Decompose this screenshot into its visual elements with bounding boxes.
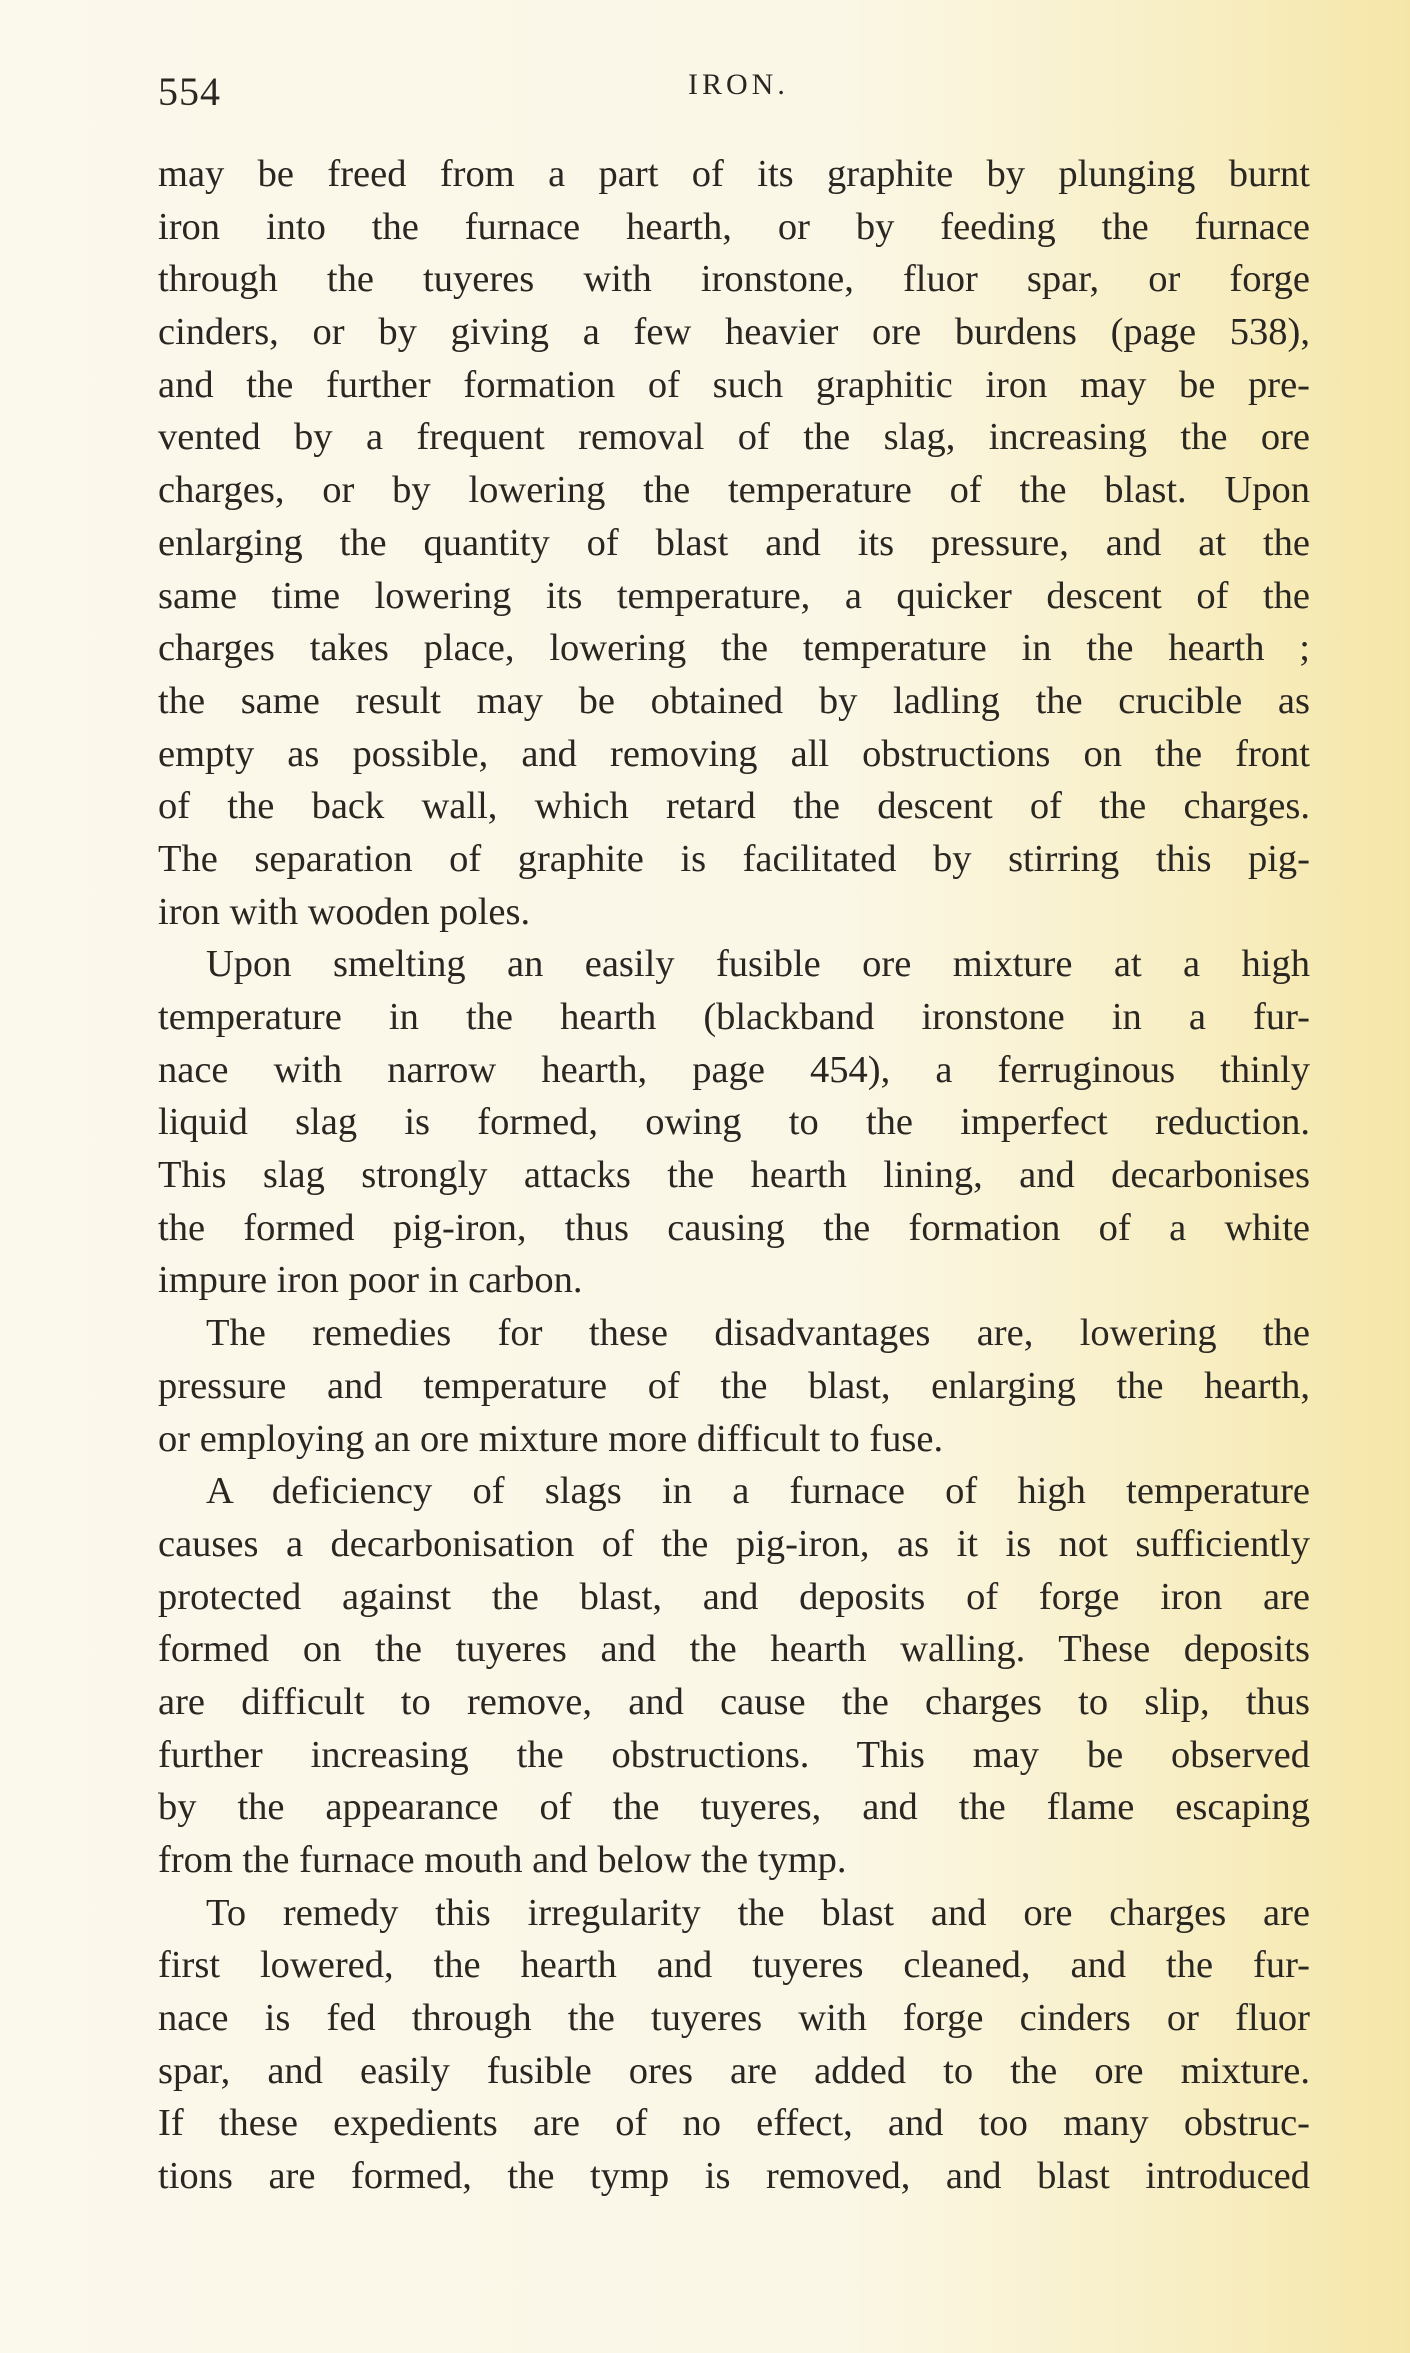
text-line: the same result may be obtained by ladling the crucible as	[158, 679, 1310, 722]
running-head	[158, 62, 1310, 122]
text-line: The remedies for these disadvantages are, lowering the	[206, 1312, 1310, 1355]
text-line: empty as possible, and removing all obstructions on the front	[158, 732, 1310, 775]
text-line: from the furnace mouth and below the tymp.	[158, 1839, 847, 1881]
book-page	[158, 62, 1310, 2203]
text-line: liquid slag is formed, owing to the imperfect reduction.	[158, 1101, 1310, 1144]
body-text	[158, 148, 1310, 2203]
text-line: of the back wall, which retard the descent of the charges.	[158, 785, 1310, 828]
text-line: The separation of graphite is facilitated by stirring this pig-	[158, 837, 1310, 880]
text-line: protected against the blast, and deposits of forge iron are	[158, 1575, 1310, 1618]
running-title: IRON.	[688, 68, 789, 101]
text-line: further increasing the obstructions. This may be observed	[158, 1733, 1310, 1776]
text-line: by the appearance of the tuyeres, and the flame escaping	[158, 1786, 1310, 1829]
text-line: vented by a frequent removal of the slag, increasing the ore	[158, 416, 1310, 459]
text-line: temperature in the hearth (blackband ironstone in a fur-	[158, 996, 1310, 1038]
text-line: pressure and temperature of the blast, enlarging the hearth,	[158, 1364, 1310, 1407]
text-line: Upon smelting an easily fusible ore mixture at a high	[206, 943, 1310, 986]
text-line: iron with wooden poles.	[158, 890, 531, 933]
text-line: the formed pig-iron, thus causing the formation of a white	[158, 1206, 1310, 1249]
text-line: or employing an ore mixture more difficult to fuse.	[158, 1417, 944, 1460]
text-line: causes a decarbonisation of the pig-iron, as it is not sufficiently	[158, 1522, 1310, 1565]
text-line: same time lowering its temperature, a quicker descent of the	[158, 574, 1310, 617]
text-line: A deficiency of slags in a furnace of high temperature	[206, 1470, 1310, 1513]
text-line: charges takes place, lowering the temperature in the hearth ;	[158, 627, 1310, 670]
text-line: spar, and easily fusible ores are added to the ore mixture.	[158, 2049, 1310, 2092]
text-line: formed on the tuyeres and the hearth walling. These deposits	[158, 1628, 1310, 1671]
text-line: If these expedients are of no effect, and too many obstruc-	[158, 2102, 1310, 2145]
text-line: nace is fed through the tuyeres with forge cinders or fluor	[158, 1997, 1310, 2040]
text-line: and the further formation of such graphitic iron may be pre-	[158, 363, 1310, 406]
text-line: To remedy this irregularity the blast and ore charges are	[206, 1891, 1310, 1934]
page-number: 554	[158, 69, 221, 114]
text-line: are difficult to remove, and cause the charges to slip, thus	[158, 1680, 1310, 1723]
text-line: tions are formed, the tymp is removed, and blast introduced	[158, 2155, 1310, 2198]
text-line: charges, or by lowering the temperature of the blast. Upon	[158, 469, 1310, 512]
text-line: may be freed from a part of its graphite by plunging burnt	[158, 153, 1310, 195]
text-line: cinders, or by giving a few heavier ore burdens (page 538),	[158, 311, 1310, 354]
text-line: through the tuyeres with ironstone, fluor spar, or forge	[158, 258, 1310, 301]
text-line: iron into the furnace hearth, or by feeding the furnace	[158, 205, 1310, 248]
text-line: first lowered, the hearth and tuyeres cleaned, and the fur-	[158, 1944, 1310, 1987]
text-line: impure iron poor in carbon.	[158, 1259, 583, 1302]
text-line: nace with narrow hearth, page 454), a ferruginous thinly	[158, 1048, 1310, 1091]
text-line: This slag strongly attacks the hearth lining, and decarbonises	[158, 1154, 1310, 1197]
text-line: enlarging the quantity of blast and its pressure, and at the	[158, 521, 1310, 564]
